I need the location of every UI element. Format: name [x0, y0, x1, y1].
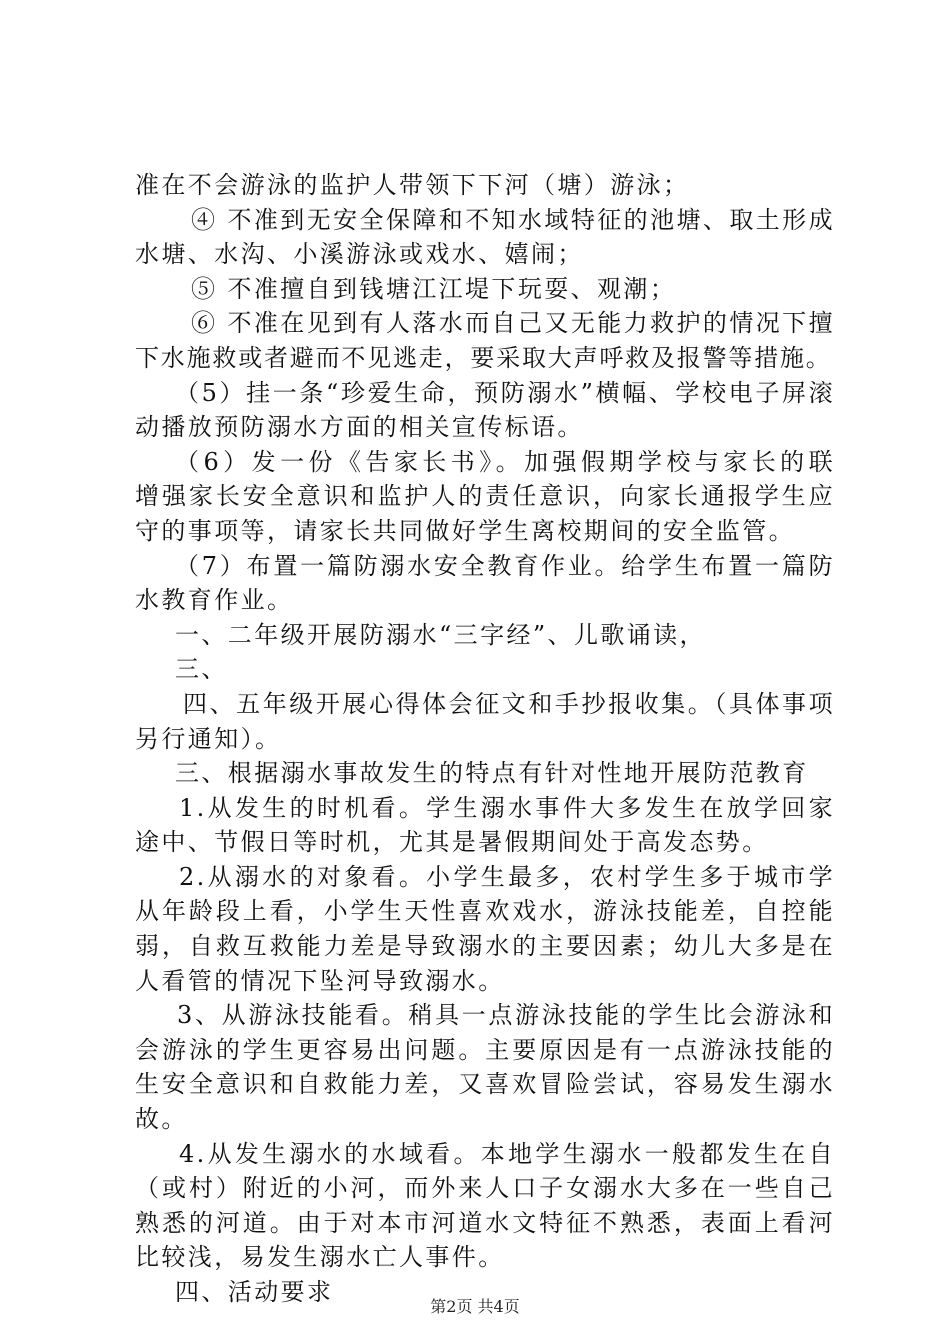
text-line: 人看管的情况下坠河导致溺水。: [135, 966, 505, 995]
text-line: 2.从溺水的对象看。小学生最多，农村学生多于城市学: [179, 862, 835, 891]
text-line: 三、根据溺水事故发生的特点有针对性地开展防范教育: [175, 759, 809, 788]
text-line: 动播放预防溺水方面的相关宣传标语。: [135, 413, 584, 442]
text-line: 水教育作业。: [135, 586, 294, 615]
text-line: 比较浅，易发生溺水亡人事件。: [135, 1243, 505, 1272]
text-line: 途中、节假日等时机，尤其是暑假期间处于高发态势。: [135, 828, 769, 857]
text-line: 增强家长安全意识和监护人的责任意识，向家长通报学生应: [135, 482, 835, 511]
text-line: 熟悉的河道。由于对本市河道水文特征不熟悉，表面上看河: [135, 1208, 835, 1237]
text-line: 四、五年级开展心得体会征文和手抄报收集。（具体事项: [183, 689, 835, 718]
text-line: 四、活动要求: [175, 1278, 334, 1306]
text-line: （5）挂一条“珍爱生命，预防溺水”横幅、学校电子屏滚: [175, 378, 835, 407]
text-line: （或村）附近的小河，而外来人口子女溺水大多在一些自己: [135, 1174, 835, 1203]
text-line: 故。: [135, 1105, 188, 1134]
text-line: 1.从发生的时机看。学生溺水事件大多发生在放学回家: [179, 793, 835, 822]
text-line: 另行通知）。: [135, 724, 282, 753]
text-line: 4.从发生溺水的水域看。本地学生溺水一般都发生在自: [179, 1139, 835, 1168]
page-footer: 第2页 共4页: [430, 1297, 520, 1316]
text-line: （7）布置一篇防溺水安全教育作业。给学生布置一篇防: [175, 551, 835, 580]
text-line: 会游泳的学生更容易出问题。主要原因是有一点游泳技能的: [135, 1035, 835, 1064]
text-line: 守的事项等，请家长共同做好学生离校期间的安全监管。: [135, 516, 795, 545]
text-line: （6）发一份《告家长书》。加强假期学校与家长的联: [175, 447, 835, 476]
text-line: 从年龄段上看，小学生天性喜欢戏水，游泳技能差，自控能: [135, 897, 835, 926]
text-line: 3、从游泳技能看。稍具一点游泳技能的学生比会游泳和: [177, 1001, 835, 1030]
text-line: 三、: [175, 655, 228, 684]
text-line: ⑥ 不准在见到有人落水而自己又无能力救护的情况下擅: [191, 309, 835, 338]
text-line: 弱，自救互救能力差是导致溺水的主要因素；幼儿大多是在: [135, 932, 835, 961]
text-line: ⑤ 不准擅自到钱塘江江堤下玩耍、观潮；: [191, 274, 677, 303]
text-line: 生安全意识和自救能力差，又喜欢冒险尝试，容易发生溺水: [135, 1070, 835, 1099]
text-line: ④ 不准到无安全保障和不知水域特征的池塘、取土形成: [191, 205, 835, 234]
document-body: [135, 168, 835, 1310]
text-line: 准在不会游泳的监护人带领下下河（塘）游泳；: [135, 171, 690, 199]
text-line: 一、二年级开展防溺水“三字经”、儿歌诵读，: [175, 620, 706, 649]
text-line: 水塘、水沟、小溪游泳或戏水、嬉闹；: [135, 240, 584, 269]
text-line: 下水施救或者避而不见逃走，要采取大声呼救及报警等措施。: [135, 343, 832, 372]
